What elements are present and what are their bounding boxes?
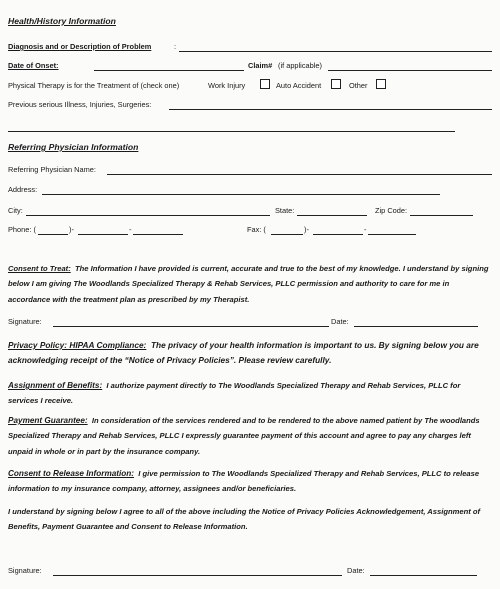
fax-prefix-field[interactable] [313,234,363,235]
health-history-title: Health/History Information [8,16,116,26]
city-field[interactable] [26,215,270,216]
assignment-of-benefits-heading: Assignment of Benefits: [8,381,103,390]
privacy-policy-heading: Privacy Policy: HIPAA Compliance: [8,340,147,350]
phone-area-code-field[interactable] [38,234,68,235]
diagnosis-colon: : [174,42,177,51]
date-of-onset-field[interactable] [94,70,244,71]
claim-field[interactable] [328,70,492,71]
diagnosis-field[interactable] [179,51,492,52]
city-label: City: [8,206,23,215]
address-field[interactable] [42,194,440,195]
fax-dash: - [364,225,367,234]
phone-line-field[interactable] [133,234,183,235]
option-other-label: Other [349,81,368,90]
final-signature-label: Signature: [8,566,42,575]
claim-note: (if applicable) [278,61,322,70]
address-label: Address: [8,185,38,194]
consent-to-treat-heading: Consent to Treat: [8,264,71,273]
final-date-field[interactable] [370,575,477,576]
state-label: State: [275,206,295,215]
previous-illness-field-2[interactable] [8,131,455,132]
agreement-text: I understand by signing below I agree to all of the above including the Notice of Privacy Policies Acknowledgement, Assignment of Benefits, Payment Guarantee and Consent to Release Information. [8,507,481,532]
referring-physician-title: Referring Physician Information [8,142,139,152]
fax-label: Fax: ( [247,225,266,234]
consent-to-release-paragraph [8,466,492,497]
option-auto-accident-label: Auto Accident [276,81,322,90]
claim-label: Claim# [248,61,273,70]
phone-prefix-field[interactable] [78,234,128,235]
fax-line-field[interactable] [368,234,416,235]
privacy-policy-text: The privacy of your health information is important to us. By signing below you are acknowledging receipt of the “Notice of Privacy Policies”. Please review carefully. [8,340,479,366]
fax-paren-close: )- [304,225,309,234]
consent-to-treat-paragraph [8,261,492,307]
state-field[interactable] [297,215,367,216]
other-checkbox[interactable] [376,79,386,89]
phone-paren-close: )- [69,225,74,234]
consent-signature-label: Signature: [8,317,42,326]
final-date-label: Date: [347,566,365,575]
payment-guarantee-heading: Payment Guarantee: [8,416,88,425]
consent-signature-field[interactable] [53,326,329,327]
referring-name-label: Referring Physician Name: [8,165,96,174]
auto-accident-checkbox[interactable] [331,79,341,89]
payment-guarantee-paragraph [8,413,492,459]
diagnosis-label: Diagnosis and or Description of Problem [8,42,152,51]
pt-treatment-label: Physical Therapy is for the Treatment of (check one) [8,81,180,90]
consent-to-release-heading: Consent to Release Information: [8,469,135,478]
assignment-of-benefits-paragraph [8,378,492,409]
consent-to-release-text: I give permission to The Woodlands Specialized Therapy and Rehab Services, PLLC to release information to my insurance company, attorney, assignees and/or beneficiaries. [8,469,480,494]
phone-label: Phone: ( [8,225,36,234]
privacy-policy-paragraph [8,338,492,369]
agreement-paragraph [8,504,492,535]
assignment-of-benefits-text: I authorize payment directly to The Woodlands Specialized Therapy and Rehab Services, PLLC for services I receive. [8,381,461,406]
phone-dash: - [129,225,132,234]
work-injury-checkbox[interactable] [260,79,270,89]
consent-to-treat-text: The Information I have provided is current, accurate and true to the best of my knowledge. I understand by signing below I am giving The Woodlands Specialized Therapy & Rehab Services, PLLC permission and authority to care for me in accordance with the treatment plan as prescribed by my Therapist. [8,264,489,304]
payment-guarantee-text: In consideration of the services rendered and to be rendered to the above named patient by The woodlands Specialized Therapy and Rehab Services, PLLC I expressly guarantee payment of this account and agree to pay any charges left unpaid in whole or in part by the insurance company. [8,416,480,456]
previous-illness-label: Previous serious Illness, Injuries, Surgeries: [8,100,152,109]
option-work-injury-label: Work Injury [208,81,246,90]
previous-illness-field[interactable] [169,109,492,110]
fax-area-code-field[interactable] [271,234,303,235]
final-signature-field[interactable] [53,575,342,576]
consent-date-label: Date: [331,317,349,326]
zip-code-label: Zip Code: [375,206,408,215]
referring-name-field[interactable] [107,174,492,175]
zip-code-field[interactable] [410,215,473,216]
date-of-onset-label: Date of Onset: [8,61,59,70]
consent-date-field[interactable] [354,326,478,327]
